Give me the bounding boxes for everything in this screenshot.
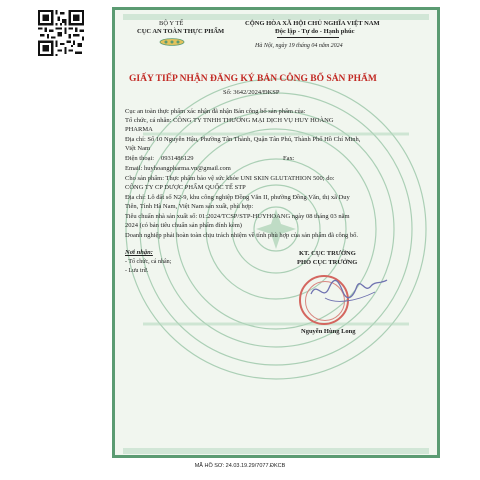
phone-label: Điện thoại:: [125, 155, 155, 162]
document-title: GIẤY TIẾP NHẬN ĐĂNG KÝ BẢN CÔNG BỐ SẢN PHẨM: [129, 74, 377, 84]
body-line: PHARMA: [125, 126, 153, 133]
body-line: Tổ chức, cá nhân: CÔNG TY TNHH THƯƠNG MẠI DỊCH VỤ HUY HOÀNG: [125, 117, 334, 124]
signer-role-secondary: PHÓ CỤC TRƯỞNG: [297, 259, 358, 266]
body-line: 2024 (có bản tiêu chuẩn sản phẩm đính kèm): [125, 222, 242, 229]
body-line: Email: huyhoangpharma.vn@gmail.com: [125, 165, 231, 172]
phone-value: 0931486129: [161, 155, 194, 162]
department-logo-icon: [159, 38, 185, 46]
body-line: Địa chỉ: Lô đất số N2-9, khu công nghiệp Đồng Văn II, phường Đồng Văn, thị xã Duy: [125, 194, 350, 201]
qr-code-icon: [38, 10, 84, 56]
registration-certificate: [112, 7, 440, 458]
body-line: Cục an toàn thực phẩm xác nhận đã nhận Bản công bố sản phẩm của:: [125, 108, 306, 115]
ministry-name: BỘ Y TẾ: [159, 20, 184, 27]
department-name: CỤC AN TOÀN THỰC PHẨM: [137, 28, 225, 35]
place-date: Hà Nội, ngày 19 tháng 04 năm 2024: [255, 43, 343, 49]
body-line: Tiên, Tỉnh Hà Nam, Việt Nam sản xuất, phù hợp:: [125, 203, 254, 210]
republic-name: CỘNG HÒA XÃ HỘI CHỦ NGHĨA VIỆT NAM: [245, 20, 380, 27]
recipients-label: Nơi nhận:: [125, 249, 153, 256]
signer-role-primary: KT. CỤC TRƯỞNG: [299, 250, 356, 257]
fax-label: Fax:: [283, 155, 295, 162]
body-line: CÔNG TY CP DƯỢC PHẨM QUỐC TẾ STP: [125, 184, 246, 191]
body-line: Doanh nghiệp phải hoàn toàn chịu trách nhiệm về tính phù hợp của sản phẩm đã công bố.: [125, 232, 359, 239]
handwritten-signature-icon: [305, 272, 391, 312]
body-line: Cho sản phẩm: Thực phẩm bảo vệ sức khỏe UNI SKIN GLUTATHION 500; do:: [125, 175, 335, 182]
body-line: Tiêu chuẩn nhà sản xuất số: 01:2024/TCSP/STP-HUYHOANG ngày 08 tháng 03 năm: [125, 213, 350, 220]
national-motto: Độc lập - Tự do - Hạnh phúc: [275, 28, 355, 35]
body-line: Địa chỉ: Số 10 Nguyễn Hậu, Phường Tân Thành, Quận Tân Phú, Thành Phố Hồ Chí Minh,: [125, 136, 361, 143]
recipient-item: - Tổ chức, cá nhân;: [125, 259, 172, 265]
recipient-item: - Lưu trữ.: [125, 268, 149, 274]
body-line: Việt Nam: [125, 145, 151, 152]
dossier-code: MÃ HỒ SƠ: 24.03.19.29/7077.ĐKCB: [194, 463, 286, 469]
signer-name: Nguyễn Hùng Long: [301, 328, 356, 335]
motto-underline: [277, 37, 339, 38]
document-number: Số: 3642/2024/ĐKSP: [223, 89, 280, 96]
